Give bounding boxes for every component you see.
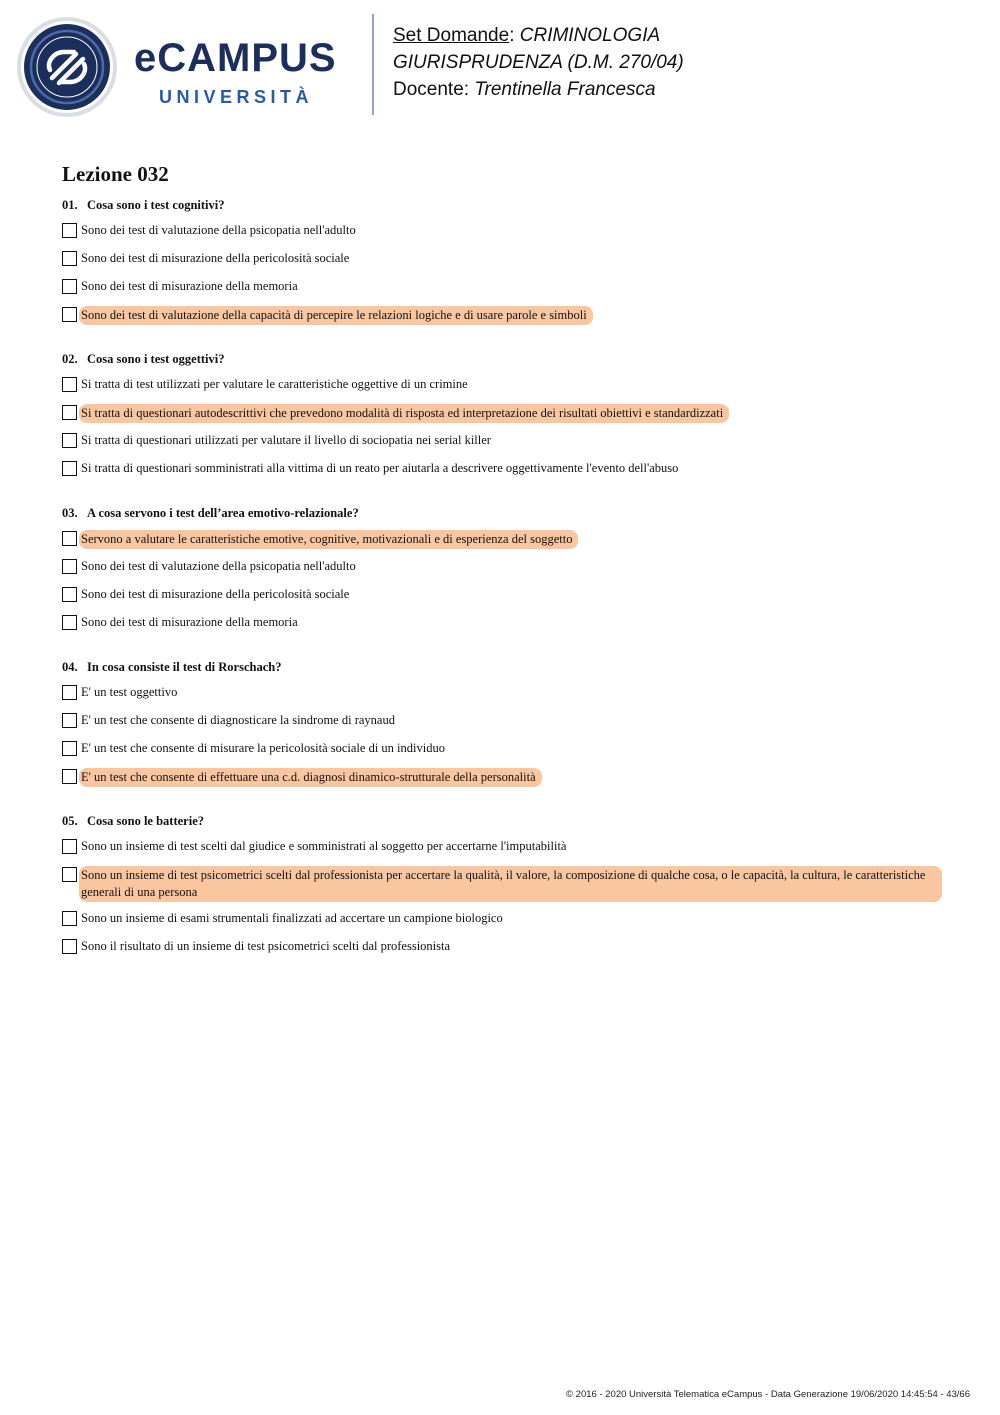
- answer-text: Sono un insieme di test psicometrici scelti dal professionista per accertare la qualità, il valore, la composizione di qualche cosa, o le capacità, la cultura, le caratteristiche generali di una persona: [79, 866, 942, 902]
- answer-checkbox[interactable]: [62, 559, 77, 574]
- header-meta: [393, 22, 953, 103]
- answer-text: Sono un insieme di esami strumentali finalizzati ad accertare un campione biologico: [81, 911, 503, 925]
- question-block: [62, 658, 942, 796]
- teacher-value: Trentinella Francesca: [474, 79, 656, 100]
- question-block: [62, 812, 942, 966]
- question-title: [62, 350, 942, 368]
- teacher-label: Docente:: [393, 79, 470, 100]
- answer-text: Sono dei test di misurazione della pericolosità sociale: [81, 587, 350, 601]
- answer-text: Sono dei test di valutazione della capacità di percepire le relazioni logiche e di usare parole e simboli: [79, 306, 593, 325]
- answer-checkbox[interactable]: [62, 461, 77, 476]
- answer-option[interactable]: [62, 460, 942, 488]
- question-text: Cosa sono i test cognitivi?: [87, 198, 225, 212]
- answer-checkbox[interactable]: [62, 531, 77, 546]
- answer-text: Si tratta di test utilizzati per valutare le caratteristiche oggettive di un crimine: [81, 377, 468, 391]
- logo-subtitle: UNIVERSITÀ: [159, 87, 314, 107]
- answer-text: E' un test oggettivo: [81, 685, 178, 699]
- answer-option-correct[interactable]: [62, 866, 942, 910]
- university-seal-icon: [16, 16, 118, 118]
- answer-option[interactable]: [62, 278, 942, 306]
- answer-text: E' un test che consente di effettuare una c.d. diagnosi dinamico-strutturale della personalità: [79, 768, 542, 787]
- answer-option-correct[interactable]: [62, 530, 942, 558]
- answer-option[interactable]: [62, 586, 942, 614]
- answer-text: Sono il risultato di un insieme di test psicometrici scelti dal professionista: [81, 939, 451, 953]
- answer-checkbox[interactable]: [62, 615, 77, 630]
- set-line: Set Domande: CRIMINOLOGIA: [393, 25, 661, 46]
- answer-text: Sono dei test di misurazione della memoria: [81, 279, 298, 293]
- answer-text: E' un test che consente di diagnosticare la sindrome di raynaud: [81, 713, 395, 727]
- answer-checkbox[interactable]: [62, 433, 77, 448]
- set-label: Set Domande: [393, 25, 510, 46]
- answer-text: Sono dei test di misurazione della memoria: [81, 615, 298, 629]
- question-number: 04.: [62, 660, 78, 674]
- question-list: [62, 196, 942, 982]
- answer-checkbox[interactable]: [62, 223, 77, 238]
- header-divider: [372, 14, 374, 115]
- question-block: [62, 504, 942, 642]
- answer-text: Sono dei test di misurazione della pericolosità sociale: [81, 251, 350, 265]
- answer-checkbox[interactable]: [62, 911, 77, 926]
- question-number: 05.: [62, 814, 78, 828]
- question-text: Cosa sono i test oggettivi?: [87, 352, 225, 366]
- answer-option-correct[interactable]: [62, 306, 942, 334]
- ecampus-logo: [134, 36, 360, 116]
- question-text: A cosa servono i test dell’area emotivo-relazionale?: [87, 506, 359, 520]
- answer-checkbox[interactable]: [62, 713, 77, 728]
- answer-checkbox[interactable]: [62, 939, 77, 954]
- answer-text: Sono dei test di valutazione della psicopatia nell'adulto: [81, 223, 356, 237]
- page-footer: © 2016 - 2020 Università Telematica eCampus - Data Generazione 19/06/2020 14:45:54 - 43/66: [566, 1389, 970, 1400]
- answer-option[interactable]: [62, 222, 942, 250]
- answer-text: Si tratta di questionari autodescrittivi che prevedono modalità di risposta ed interpretazione dei risultati obiettivi e standardizzati: [79, 404, 729, 423]
- answer-checkbox[interactable]: [62, 867, 77, 882]
- answer-option[interactable]: [62, 432, 942, 460]
- set-value: CRIMINOLOGIA: [519, 25, 661, 46]
- logo-wordmark: eCAMPUS: [134, 36, 337, 80]
- answer-checkbox[interactable]: [62, 839, 77, 854]
- question-title: [62, 504, 942, 522]
- question-text: In cosa consiste il test di Rorschach?: [87, 660, 282, 674]
- answer-option[interactable]: [62, 910, 942, 938]
- answer-text: Servono a valutare le caratteristiche emotive, cognitive, motivazionali e di esperienza del soggetto: [79, 530, 578, 549]
- question-block: [62, 196, 942, 334]
- answer-option[interactable]: [62, 838, 942, 866]
- question-number: 02.: [62, 352, 78, 366]
- answer-option[interactable]: [62, 740, 942, 768]
- answer-checkbox[interactable]: [62, 587, 77, 602]
- answer-option-correct[interactable]: [62, 768, 942, 796]
- answer-option[interactable]: [62, 250, 942, 278]
- question-title: [62, 812, 942, 830]
- answer-checkbox[interactable]: [62, 685, 77, 700]
- answer-checkbox[interactable]: [62, 741, 77, 756]
- answer-option[interactable]: [62, 684, 942, 712]
- answer-checkbox[interactable]: [62, 377, 77, 392]
- question-title: [62, 658, 942, 676]
- answer-text: Sono dei test di valutazione della psicopatia nell'adulto: [81, 559, 356, 573]
- answer-checkbox[interactable]: [62, 279, 77, 294]
- answer-option[interactable]: [62, 558, 942, 586]
- answer-option[interactable]: [62, 614, 942, 642]
- question-text: Cosa sono le batterie?: [87, 814, 204, 828]
- question-number: 03.: [62, 506, 78, 520]
- answer-text: Si tratta di questionari somministrati alla vittima di un reato per aiutarla a descrivere oggettivamente l'evento dell'abuso: [81, 461, 679, 475]
- answer-checkbox[interactable]: [62, 251, 77, 266]
- answer-checkbox[interactable]: [62, 769, 77, 784]
- answer-option-correct[interactable]: [62, 404, 942, 432]
- question-title: [62, 196, 942, 214]
- answer-option[interactable]: [62, 712, 942, 740]
- question-block: [62, 350, 942, 488]
- answer-option[interactable]: [62, 376, 942, 404]
- answer-text: Sono un insieme di test scelti dal giudice e somministrati al soggetto per accertarne l'imputabilità: [81, 839, 567, 853]
- answer-checkbox[interactable]: [62, 307, 77, 322]
- set-value-line-2: GIURISPRUDENZA (D.M. 270/04): [393, 52, 684, 73]
- question-number: 01.: [62, 198, 78, 212]
- answer-option[interactable]: [62, 938, 942, 966]
- page-header: [0, 0, 1000, 130]
- answer-text: E' un test che consente di misurare la pericolosità sociale di un individuo: [81, 741, 445, 755]
- teacher-line: [393, 76, 953, 103]
- lesson-title: Lezione 032: [62, 162, 169, 186]
- answer-checkbox[interactable]: [62, 405, 77, 420]
- answer-text: Si tratta di questionari utilizzati per valutare il livello di sociopatia nei serial killer: [81, 433, 491, 447]
